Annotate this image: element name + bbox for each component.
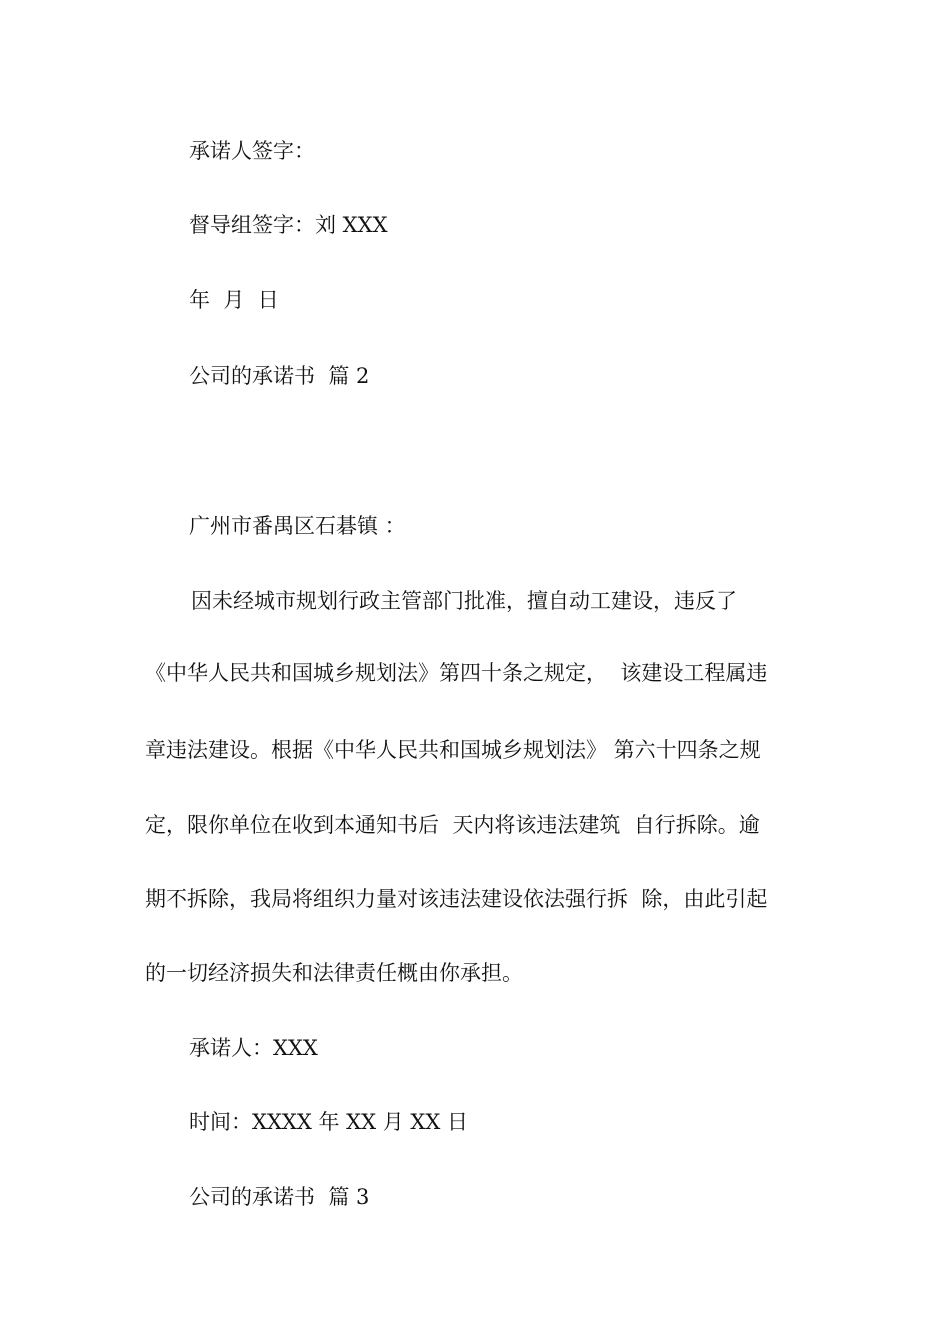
body-paragraph-line: 期不拆除，我局将组织力量对该违法建设依法强行拆 除，由此引起	[145, 887, 768, 911]
time-line: 时间：XXXX 年 XX 月 XX 日	[189, 1110, 468, 1134]
body-paragraph-line: 章违法建设。根据《中华人民共和国城乡规划法》 第六十四条之规	[145, 738, 761, 762]
body-paragraph-line: 的一切经济损失和法律责任概由你承担。	[145, 961, 523, 985]
promisor-signature-label: 承诺人签字：	[189, 139, 315, 163]
date-placeholder: 年 月 日	[189, 288, 279, 312]
section-2-heading: 公司的承诺书 篇 2	[189, 364, 370, 388]
body-paragraph-line: 因未经城市规划行政主管部门批准，擅自动工建设，违反了	[191, 589, 737, 613]
body-paragraph-line: 定，限你单位在收到本通知书后 天内将该违法建筑 自行拆除。逾	[145, 813, 760, 837]
addressee-line: 广州市番禺区石碁镇 ：	[189, 514, 406, 538]
section-3-heading: 公司的承诺书 篇 3	[189, 1185, 370, 1209]
body-paragraph-line: 《中华人民共和国城乡规划法》第四十条之规定， 该建设工程属违	[145, 661, 768, 685]
promisor-line: 承诺人：XXX	[189, 1036, 318, 1060]
supervision-signature-line: 督导组签字：刘 XXX	[189, 213, 388, 237]
